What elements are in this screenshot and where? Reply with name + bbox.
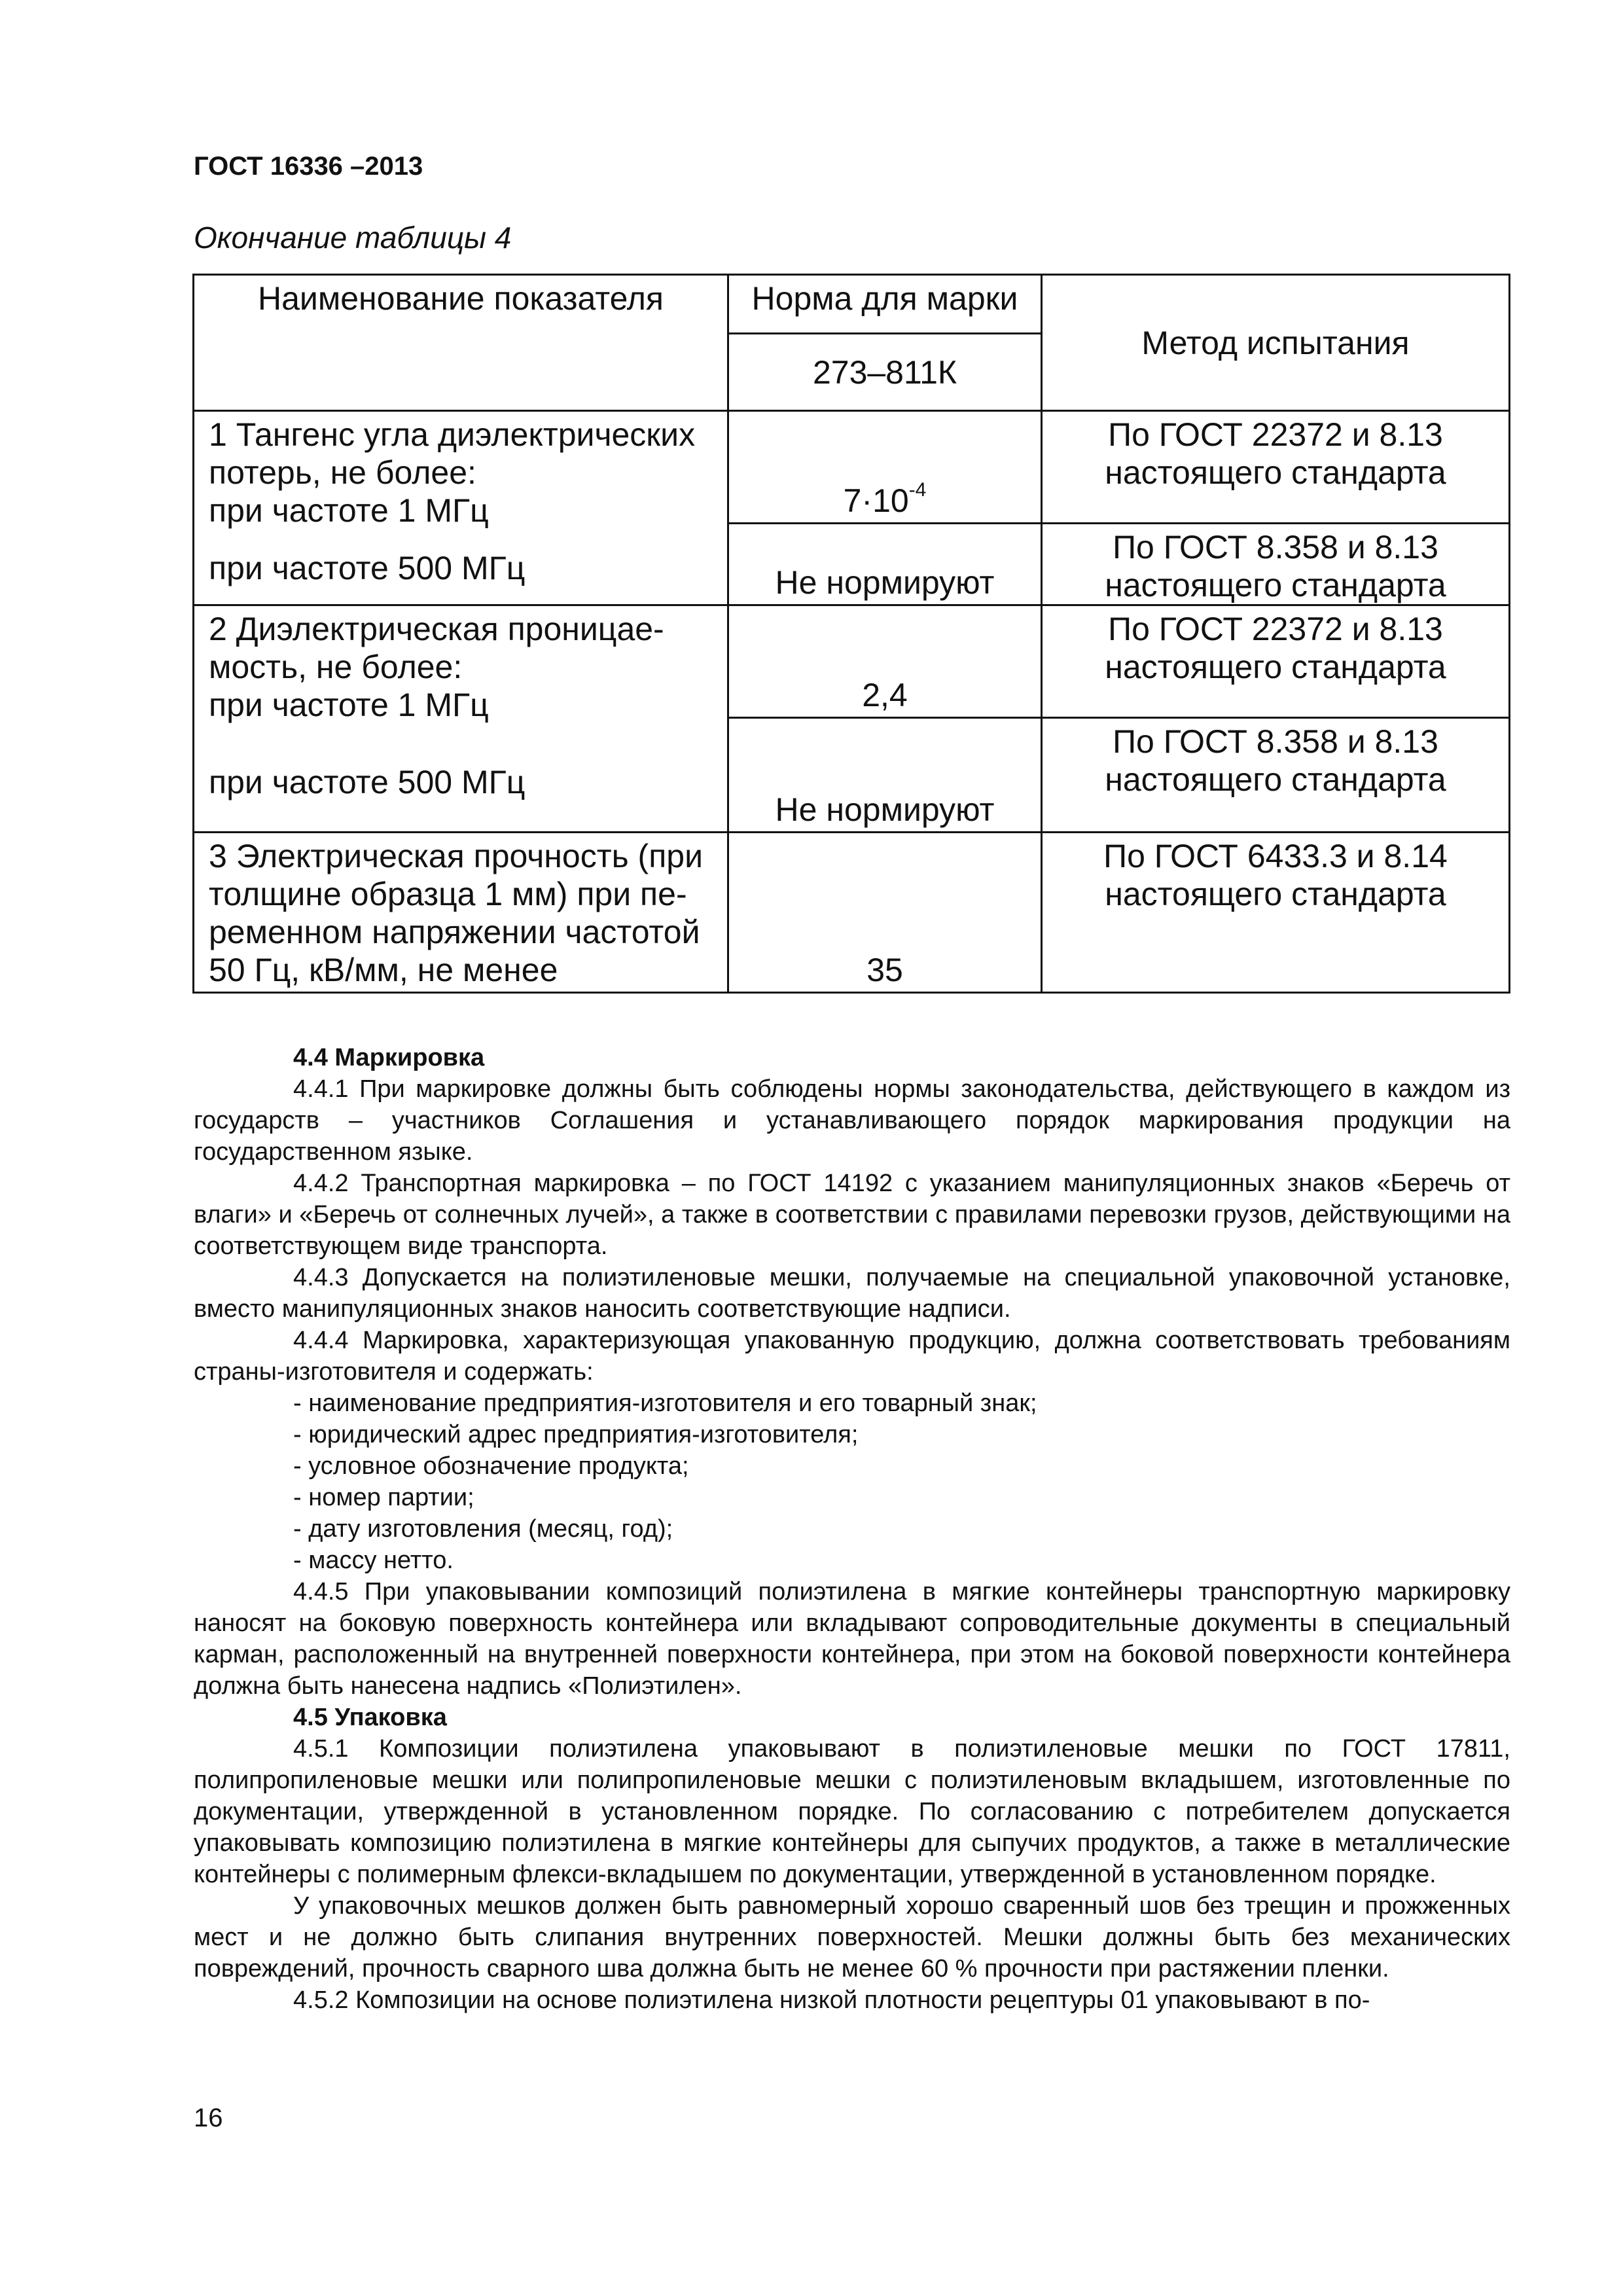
paragraph-4-5-2: 4.5.2 Композиции на основе полиэтилена низкой плотности рецептуры 01 упаковывают в по- bbox=[293, 1986, 1370, 2014]
header-grade: 273–811К bbox=[728, 334, 1042, 411]
properties-table bbox=[192, 274, 1510, 994]
table-row bbox=[194, 833, 1510, 993]
row1-name: 1 Тангенс угла диэлектрических потерь, не более: при частоте 1 МГц при частоте 500 МГц bbox=[194, 411, 728, 605]
list-item: - условное обозначение продукта; bbox=[293, 1452, 689, 1480]
row1-value-1mhz: $7\cdot 10^{-4}$ bbox=[728, 411, 1042, 524]
row2-value-500mhz: Не нормируют bbox=[728, 718, 1042, 833]
list-item: - наименование предприятия-изготовителя и его товарный знак; bbox=[293, 1390, 1037, 1417]
paragraph-4-5-1-continued: У упаковочных мешков должен быть равномерный хорошо сваренный шов без трещин и прожженных мест и не должно быть слипания внутренних поверхностей. Мешки должны быть без механических повреждений, прочность сварного шва должна быть не менее 60 % прочности при растяжении пленки. bbox=[194, 1892, 1510, 1982]
header-test-method: Метод испытания bbox=[1042, 275, 1510, 411]
row1-method-500mhz: По ГОСТ 8.358 и 8.13 настоящего стандарта bbox=[1042, 524, 1510, 605]
list-item: - номер партии; bbox=[293, 1484, 474, 1511]
table-header-row bbox=[194, 275, 1510, 334]
paragraph-4-4-4: 4.4.4 Маркировка, характеризующая упакованную продукцию, должна соответствовать требованиям страны-изготовителя и содержать: bbox=[194, 1327, 1510, 1386]
row3-name: 3 Электрическая прочность (при толщине образца 1 мм) при пе- ременном напряжении частотой 50 Гц, кВ/мм, не менее bbox=[194, 833, 728, 993]
paragraph-4-5-1: 4.5.1 Композиции полиэтилена упаковывают в полиэтиленовые мешки по ГОСТ 17811, полипропиленовые мешки или полипропиленовые мешки с полиэтиленовым вкладышем, изготовленные по документации, утвержденной в установленном порядке. По согласованию с потребителем допускается упаковывать композицию полиэтилена в мягкие контейнеры для сыпучих продуктов, а также в металлические контейнеры с полимерным флекси-вкладышем по документации, утвержденной в установленном порядке. bbox=[194, 1735, 1510, 1888]
document-body bbox=[194, 1042, 1510, 2016]
paragraph-4-4-3: 4.4.3 Допускается на полиэтиленовые мешки, получаемые на специальной упаковочной установке, вместо манипуляционных знаков наносить соответствующие надписи. bbox=[194, 1264, 1510, 1323]
row2-value-1mhz: 2,4 bbox=[728, 605, 1042, 718]
header-indicator-name: Наименование показателя bbox=[194, 275, 728, 411]
row3-value: 35 bbox=[728, 833, 1042, 993]
table-row bbox=[194, 605, 1510, 718]
header-norm: Норма для марки bbox=[728, 275, 1042, 334]
row1-value-500mhz: Не нормируют bbox=[728, 524, 1042, 605]
row2-name: 2 Диэлектрическая проницае- мость, не более: при частоте 1 МГц при частоте 500 МГц bbox=[194, 605, 728, 833]
section-title-packaging: 4.5 Упаковка bbox=[293, 1704, 447, 1731]
section-title-marking: 4.4 Маркировка bbox=[293, 1044, 485, 1071]
paragraph-4-4-5: 4.4.5 При упаковывании композиций полиэтилена в мягкие контейнеры транспортную маркировку наносят на боковую поверхность контейнера или вкладывают сопроводительные документы в специальный карман, расположенный на внутренней поверхности контейнера, при этом на боковой поверхности контейнера должна быть нанесена надпись «Полиэтилен». bbox=[194, 1578, 1510, 1700]
paragraph-4-4-2: 4.4.2 Транспортная маркировка – по ГОСТ 14192 с указанием манипуляционных знаков «Беречь от влаги» и «Беречь от солнечных лучей», а также в соответствии с правилами перевозки грузов, действующими на соответствующем виде транспорта. bbox=[194, 1170, 1510, 1260]
row2-method-1mhz: По ГОСТ 22372 и 8.13 настоящего стандарта bbox=[1042, 605, 1510, 718]
list-item: - массу нетто. bbox=[293, 1547, 454, 1574]
list-item: - дату изготовления (месяц, год); bbox=[293, 1515, 673, 1543]
paragraph-4-4-1: 4.4.1 При маркировке должны быть соблюдены нормы законодательства, действующего в каждом из государств – участников Соглашения и устанавливающего порядок маркирования продукции на государственном языке. bbox=[194, 1075, 1510, 1166]
row1-method-1mhz: По ГОСТ 22372 и 8.13 настоящего стандарта bbox=[1042, 411, 1510, 524]
row2-method-500mhz: По ГОСТ 8.358 и 8.13 настоящего стандарта bbox=[1042, 718, 1510, 833]
table-caption: Окончание таблицы 4 bbox=[194, 221, 512, 255]
row3-method: По ГОСТ 6433.3 и 8.14 настоящего стандарта bbox=[1042, 833, 1510, 993]
page-number: 16 bbox=[194, 2104, 223, 2132]
table-row bbox=[194, 411, 1510, 524]
document-standard-header: ГОСТ 16336 –2013 bbox=[194, 152, 423, 181]
list-item: - юридический адрес предприятия-изготовителя; bbox=[293, 1421, 859, 1448]
